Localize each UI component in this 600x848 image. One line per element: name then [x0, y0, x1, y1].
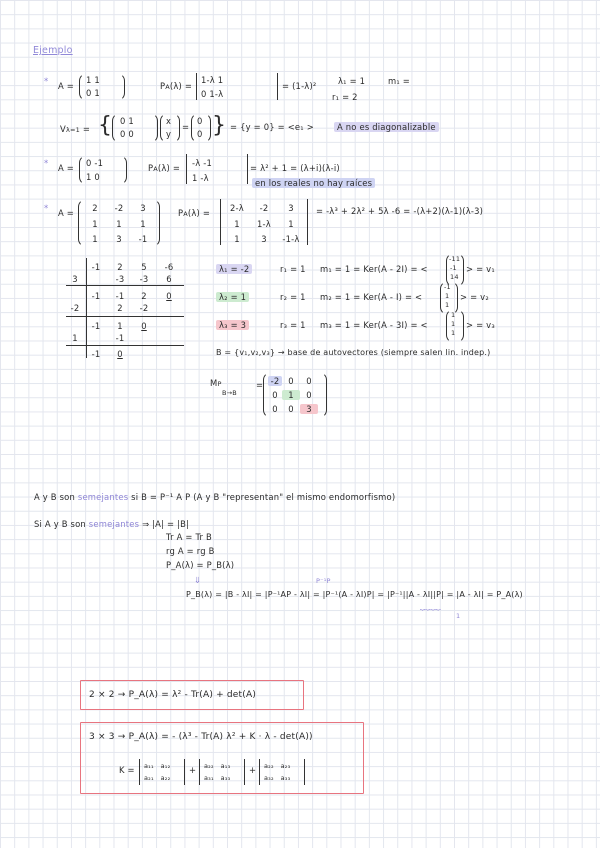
zero-entry: 0: [197, 116, 203, 126]
set-brace-open: {: [98, 113, 113, 138]
geometric-multiplicity-kernel: m₁ = 1 = Ker(A - 2I) = <: [320, 264, 428, 274]
algebraic-multiplicity: r₁ = 2: [332, 92, 358, 102]
k-determinant: [259, 759, 305, 785]
property-trace: Tr A = Tr B: [166, 532, 212, 542]
matrix-a-row: 1 1: [86, 75, 100, 85]
eigenvector-entry: 1: [445, 301, 450, 309]
k-determinant: [139, 759, 185, 785]
ruffini-row: -1 0: [91, 349, 123, 359]
det-row: 1 3 -1-λ: [234, 234, 300, 244]
equals-sign: =: [182, 122, 190, 132]
property-rank: rg A = rg B: [166, 546, 215, 556]
char-poly-result: = -λ³ + 2λ² + 5λ -6 = -(λ+2)(λ-1)(λ-3): [316, 206, 484, 216]
char-poly-label: PA(λ) =: [178, 208, 211, 218]
eigenvalue: λ₁ = -2: [216, 264, 252, 274]
eigenvector-name: > = v₁: [466, 264, 495, 274]
eigenvector-entry: -1: [444, 283, 451, 291]
diagonal-matrix-label: MP: [210, 378, 222, 388]
eigenvector-entry: -11: [449, 255, 461, 263]
eigenvector-basis: B = {v₁,v₂,v₃} → base de autovectores (siempre salen lin. indep.): [216, 348, 491, 357]
ruffini-row: 1 -1: [72, 333, 125, 343]
matrix-row: 0 0: [120, 129, 134, 139]
geometric-multiplicity: m₁ =: [388, 76, 410, 86]
eigenvalue: λ₁ = 1: [338, 76, 366, 86]
char-poly-derivation: P_B(λ) = |B - λI| = |P⁻¹AP - λI| = |P⁻¹(A - λI)P| = |P⁻¹||A - λI||P| = |A - λI| = P_A(λ): [186, 590, 523, 599]
formula-3x3: 3 × 3 → P_A(λ) = - (λ³ - Tr(A) λ² + K · λ - det(A)): [89, 732, 313, 742]
det-entries: a₂₂ a₁₃: [204, 762, 231, 770]
diagonal-matrix-row: 0 1 0: [272, 390, 312, 400]
det-row: 1 -λ: [192, 173, 209, 183]
algebraic-multiplicity: r₂ = 1: [280, 292, 306, 302]
note-no-real-roots: en los reales no hay raíces: [252, 178, 375, 188]
det-row: 0 1-λ: [201, 89, 224, 99]
eigenvector-entry: 1: [451, 329, 456, 337]
geometric-multiplicity-kernel: m₂ = 1 = Ker(A - I) = <: [320, 292, 423, 302]
plus-sign: +: [249, 765, 257, 775]
eigenvalue: λ₂ = 1: [216, 292, 249, 302]
zero-entry: 0: [197, 129, 203, 139]
diagonal-matrix-subscript: B→B: [222, 389, 237, 397]
ruffini-divider: [66, 285, 184, 286]
eigenvector-name: > = v₃: [466, 320, 495, 330]
det-entries: a₃₂ a₃₃: [264, 774, 291, 782]
equals-sign: =: [256, 380, 264, 390]
formula-2x2-box: [80, 680, 304, 710]
formula-2x2: 2 × 2 → P_A(λ) = λ² - Tr(A) + det(A): [89, 690, 257, 700]
bullet-star-icon: *: [44, 158, 49, 168]
bullet-star-icon: *: [44, 203, 49, 213]
k-determinant: [199, 759, 245, 785]
matrix-parens: [112, 113, 158, 143]
char-poly-label: PA(λ) =: [160, 81, 193, 91]
similar-implication: Si A y B son semejantes ⇒ |A| = |B|: [34, 519, 190, 529]
det-row: 1 1-λ 1: [234, 219, 294, 229]
eigenvector-entry: 14: [450, 273, 459, 281]
vector-entry: x: [166, 116, 172, 126]
k-label: K =: [119, 765, 135, 775]
matrix-a-row: 1 3 -1: [92, 234, 148, 244]
note-not-diagonalizable: A no es diagonalizable: [334, 122, 439, 132]
matrix-a-label: A =: [58, 81, 75, 91]
ruffini-divider: [66, 345, 184, 346]
vector-entry: y: [166, 129, 172, 139]
similar-definition: A y B son semejantes si B = P⁻¹ A P (A y B "representan" el mismo endomorfismo): [34, 492, 396, 502]
ruffini-row: -2 2 -2: [70, 303, 149, 313]
down-arrow-icon: ⇓: [194, 575, 202, 585]
char-poly-result: = (1-λ)²: [282, 81, 317, 91]
algebraic-multiplicity: r₃ = 1: [280, 320, 306, 330]
set-brace-close: }: [212, 113, 227, 138]
ruffini-row: 3 -3 -3 6: [72, 274, 172, 284]
matrix-a-row: 0 1: [86, 88, 100, 98]
det-entries: a₁₁ a₁₂: [144, 762, 171, 770]
geometric-multiplicity-kernel: m₃ = 1 = Ker(A - 3I) = <: [320, 320, 428, 330]
matrix-a-row: 0 -1: [86, 158, 104, 168]
matrix-a-label: A =: [58, 163, 75, 173]
eigenvector-entry: 1: [451, 311, 456, 319]
page-title: Ejemplo: [33, 45, 73, 56]
annotation-over: P⁻¹P: [316, 577, 331, 585]
char-poly-result: = λ² + 1 = (λ+i)(λ-i): [250, 163, 340, 173]
plus-sign: +: [189, 765, 197, 775]
ruffini-row: -1 1 0: [91, 321, 147, 331]
det-row: 2-λ -2 3: [230, 203, 294, 213]
matrix-row: 0 1: [120, 116, 134, 126]
formula-3x3-box: [80, 722, 364, 794]
det-entries: a₃₁ a₃₃: [204, 774, 231, 782]
matrix-a-label: A =: [58, 208, 75, 218]
det-entries: a₂₂ a₂₃: [264, 762, 291, 770]
annotation-under: 1: [456, 612, 461, 620]
matrix-a-row: 1 0: [86, 172, 100, 182]
diagonal-matrix-row: -2 0 0: [268, 376, 318, 386]
eigenvector-entry: -1: [450, 264, 457, 272]
eigenvector-entry: 1: [445, 292, 450, 300]
eigenspace-result: = {y = 0} = <e₁ >: [230, 122, 314, 132]
algebraic-multiplicity: r₁ = 1: [280, 264, 306, 274]
matrix-a-row: 2 -2 3: [92, 203, 146, 213]
det-entries: a₂₁ a₂₂: [144, 774, 171, 782]
property-char-poly: P_A(λ) = P_B(λ): [166, 560, 235, 570]
diagonal-matrix-row: 0 0 3: [268, 404, 318, 414]
eigenspace-label: Vλ=1 =: [60, 124, 91, 134]
eigenvalue: λ₃ = 3: [216, 320, 249, 330]
ruffini-divider: [66, 316, 184, 317]
matrix-a-row: 1 1 1: [92, 219, 146, 229]
eigenvector-entry: 1: [451, 320, 456, 328]
bullet-star-icon: *: [44, 76, 49, 86]
ruffini-row: -1 -1 2 0: [91, 291, 172, 301]
eigenvector-name: > = v₂: [460, 292, 489, 302]
det-row: -λ -1: [192, 158, 212, 168]
ruffini-row: -1 2 5 -6: [91, 262, 174, 272]
det-row: 1-λ 1: [201, 75, 224, 85]
char-poly-label: PA(λ) =: [148, 163, 181, 173]
underbrace: ⏟⏟⏟⏟: [420, 600, 441, 610]
